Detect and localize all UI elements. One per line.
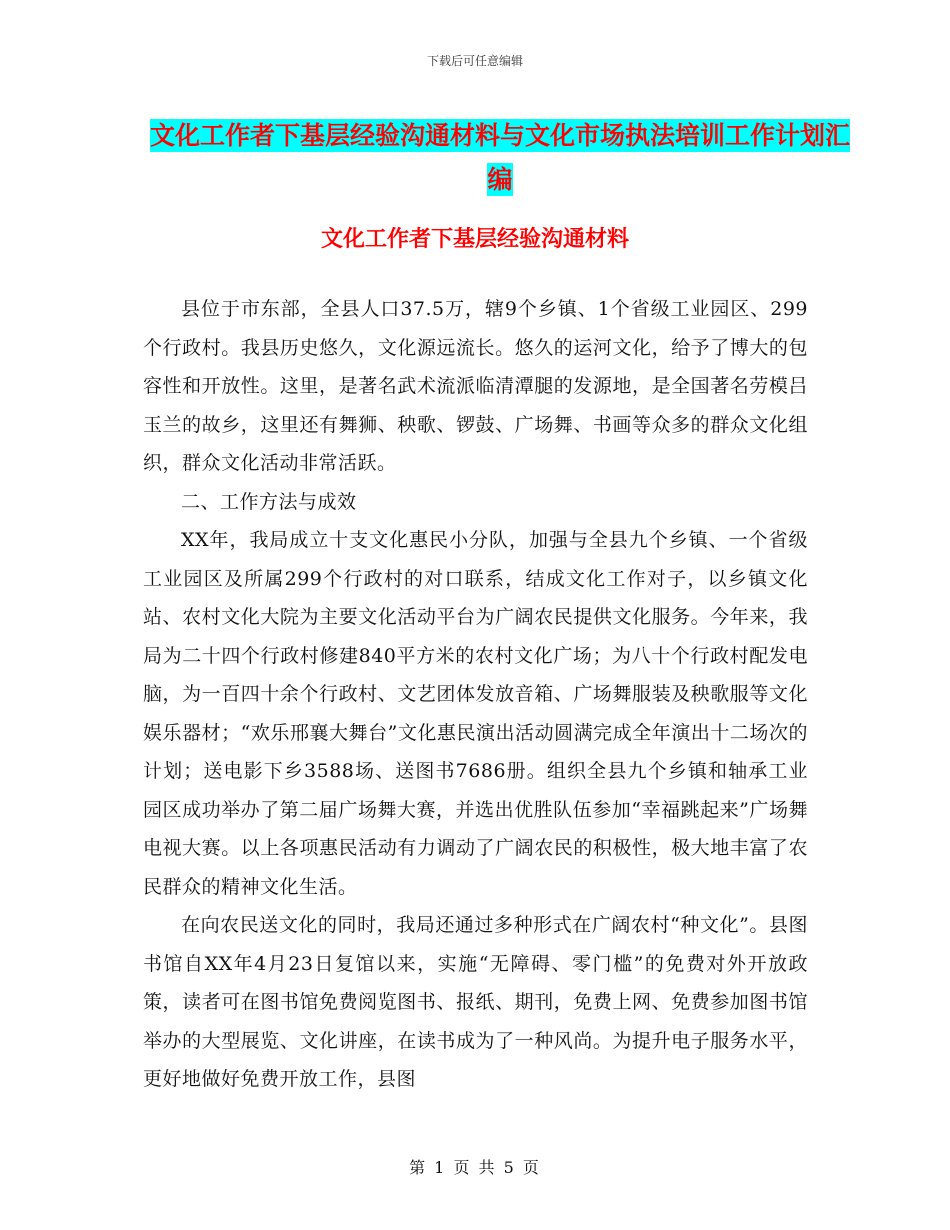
section-title: 文化工作者下基层经验沟通材料 [320,227,629,252]
paragraph-library: 在向农民送文化的同时，我局还通过多种形式在广阔农村“种文化”。县图书馆自XX年4月23日复馆以来，实施“无障碍、零门槛”的免费对外开放政策，读者可在图书馆免费阅览图书、报纸、期刊，免费上网、免费参加图书馆举办的大型展览、文化讲座，在读书成为了一种风尚。为提升电子服务水平，更好地做好免费开放工作，县图 [143,914,808,1090]
document-body [143,290,808,1099]
paragraph-heading-methods: 二、工作方法与成效 [181,490,357,513]
document-title-text: 文化工作者下基层经验沟通材料与文化市场执法培训工作计划汇编 [149,121,850,194]
paragraph-intro: 县位于市东部，全县人口37.5万，辖9个乡镇、1个省级工业园区、299个行政村。我县历史悠久，文化源远流长。悠久的运河文化，给予了博大的包容性和开放性。这里，是著名武术流派临清潭腿的发源地，是全国著名劳模吕玉兰的故乡，这里还有舞狮、秧歌、锣鼓、广场舞、书画等众多的群众文化组织，群众文化活动非常活跃。 [143,298,808,474]
document-title [140,114,860,202]
page-number: 第 1 页 共 5 页 [409,1158,541,1177]
paragraph-achievements: XX年，我局成立十支文化惠民小分队，加强与全县九个乡镇、一个省级工业园区及所属299个行政村的对口联系，结成文化工作对子，以乡镇文化站、农村文化大院为主要文化活动平台为广阔农民提供文化服务。今年来，我局为二十四个行政村修建840平方米的农村文化广场；为八十个行政村配发电脑，为一百四十余个行政村、文艺团体发放音箱、广场舞服装及秧歌服等文化娱乐器材；“欢乐邢襄大舞台”文化惠民演出活动圆满完成全年演出十二场次的计划；送电影下乡3588场、送图书7686册。组织全县九个乡镇和轴承工业园区成功举办了第二届广场舞大赛，并选出优胜队伍参加“幸福跳起来”广场舞电视大赛。以上各项惠民活动有力调动了广阔农民的积极性，极大地丰富了农民群众的精神文化生活。 [143,529,808,898]
page-header-note: 下载后可任意编辑 [426,54,523,68]
